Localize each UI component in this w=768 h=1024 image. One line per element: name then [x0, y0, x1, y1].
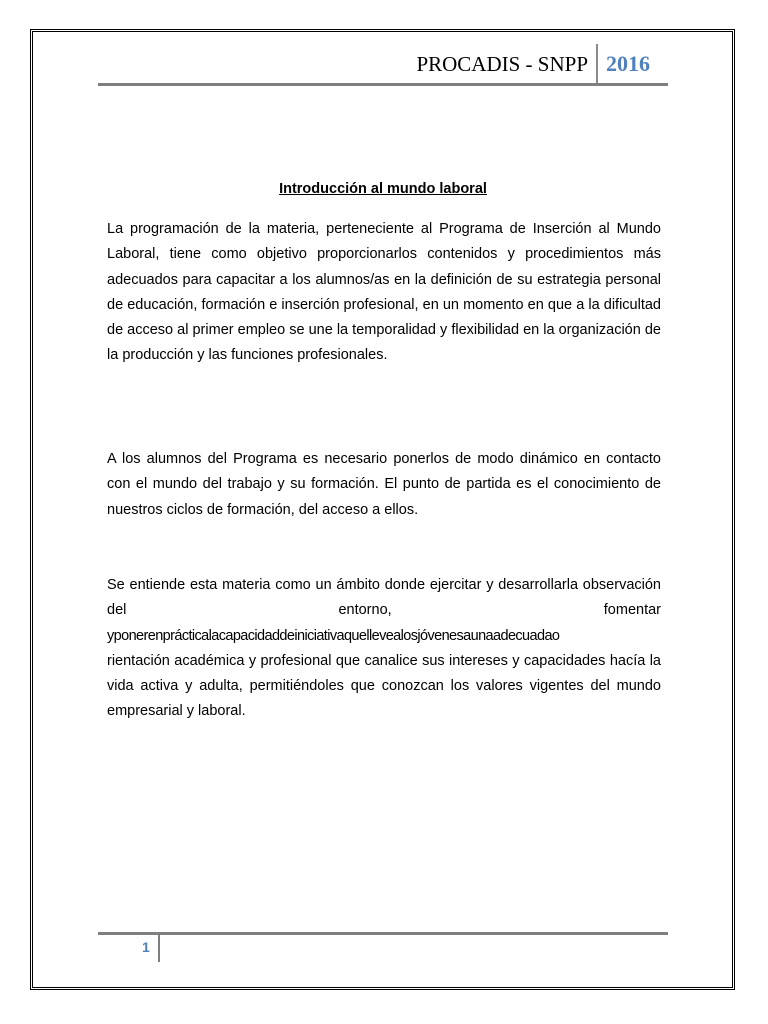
- header-divider: [596, 44, 598, 84]
- paragraph-3: [107, 573, 661, 725]
- paragraph-1: La programación de la materia, perteneciente al Programa de Inserción al Mundo Laboral, tiene como objetivo proporcionarlos contenidos y procedimientos más adecuados para capacitar a los alumnos/as en la definición de su estrategia personal de educación, formación e inserción profesional, en un momento en que a la dificultad de acceso al primer empleo se une la temporalidad y flexibilidad en la organización de la producción y las funciones profesionales.: [107, 221, 661, 364]
- header-rule: [98, 83, 668, 86]
- paragraph-2: A los alumnos del Programa es necesario ponerlos de modo dinámico en contacto con el mundo del trabajo y su formación. El punto de partida es el conocimiento de nuestros ciclos de formación, del acceso a ellos.: [107, 451, 661, 518]
- page-number: 1: [142, 939, 150, 955]
- paragraph-3-rest: rientación académica y profesional que canalice sus intereses y capacidades hacía la vida activa y adulta, permitiéndoles que conozcan los valores vigentes del mundo empresarial y laboral.: [107, 652, 661, 720]
- footer-divider: [158, 935, 160, 962]
- footer-rule: [98, 932, 668, 935]
- paragraph-3-line-2: yponerenprácticalacapacidaddeiniciativaquellevealosjóvenesaunaadecuadao: [107, 627, 560, 644]
- paragraph-3-line-1: Se entiende esta materia como un ámbito donde ejercitar y desarrollarla observación del entorno, fomentar: [107, 577, 661, 619]
- document-heading: Introducción al mundo laboral: [279, 181, 487, 197]
- header-year: 2016: [606, 51, 650, 76]
- header-title: PROCADIS - SNPP: [416, 52, 588, 76]
